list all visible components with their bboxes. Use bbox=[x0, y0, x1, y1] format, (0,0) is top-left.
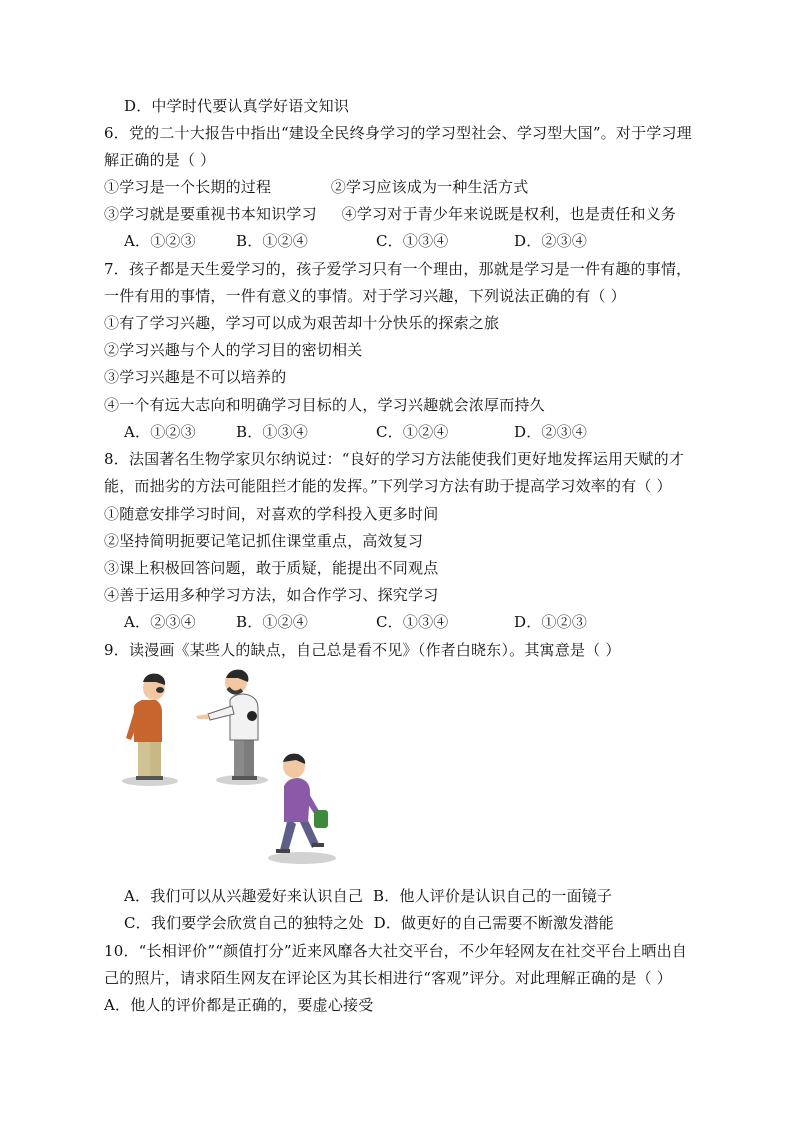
q6-options bbox=[124, 231, 587, 251]
pointing-man bbox=[196, 670, 258, 780]
q6-option-b: B．①②④ bbox=[236, 232, 309, 250]
q7-option-a: A．①②③ bbox=[124, 423, 196, 441]
q5-option-d: D．中学时代要认真学好语文知识 bbox=[124, 97, 350, 115]
q8-item-4: ④善于运用多种学习方法，如合作学习、探究学习 bbox=[104, 586, 439, 604]
q9-options-line1: A．我们可以从兴趣爱好来认识自己 B．他人评价是认识自己的一面镜子 bbox=[124, 887, 613, 905]
q6-stem-line1: 6．党的二十大报告中指出“建设全民终身学习的学习型社会、学习型大国”。对于学习理 bbox=[104, 124, 692, 142]
q8-item-3: ③课上积极回答问题，敢于质疑，能提出不同观点 bbox=[104, 559, 439, 577]
q6-items-line2: ③学习就是要重视书本知识学习 ④学习对于青少年来说既是权利，也是责任和义务 bbox=[104, 205, 677, 223]
q7-item-3: ③学习兴趣是不可以培养的 bbox=[104, 368, 287, 386]
q6-option-d: D．②③④ bbox=[514, 232, 588, 250]
q8-option-c: C．①③④ bbox=[376, 613, 449, 631]
q7-option-c: C．①②④ bbox=[376, 423, 449, 441]
q7-option-b: B．①③④ bbox=[236, 423, 309, 441]
q8-item-1: ①随意安排学习时间，对喜欢的学科投入更多时间 bbox=[104, 505, 439, 523]
q7-stem-line1: 7．孩子都是天生爱学习的，孩子爱学习只有一个理由，那就是学习是一件有趣的事情， bbox=[104, 260, 692, 278]
q10-stem-line1: 10．“长相评价”“颜值打分”近来风靡各大社交平台，不少年轻网友在社交平台上晒出自 bbox=[104, 942, 687, 960]
q7-options bbox=[124, 422, 587, 442]
q8-option-a: A．②③④ bbox=[124, 613, 196, 631]
q7-item-2: ②学习兴趣与个人的学习目的密切相关 bbox=[104, 341, 363, 359]
q6-option-a: A．①②③ bbox=[124, 232, 196, 250]
q9-stem: 9．读漫画《某些人的缺点，自己总是看不见》（作者白晓东）。其寓意是（ ） bbox=[104, 641, 621, 659]
q6-items-line1: ①学习是一个长期的过程 ②学习应该成为一种生活方式 bbox=[104, 178, 529, 196]
q8-stem-line2: 能，而拙劣的方法可能阻拦才能的发挥。”下列学习方法有助于提高学习效率的有（ ） bbox=[104, 477, 672, 495]
man-with-stained-face bbox=[126, 674, 165, 780]
q8-item-2: ②坚持简明扼要记笔记抓住课堂重点，高效复习 bbox=[104, 532, 424, 550]
q7-stem-line2: 一件有用的事情，一件有意义的事情。对于学习兴趣，下列说法正确的有（ ） bbox=[104, 287, 626, 305]
q7-item-1: ①有了学习兴趣，学习可以成为艰苦却十分快乐的探索之旅 bbox=[104, 314, 500, 332]
q10-option-a: A．他人的评价都是正确的，要虚心接受 bbox=[104, 996, 374, 1014]
q8-option-d: D．①②③ bbox=[514, 613, 588, 631]
q8-option-b: B．①②④ bbox=[236, 613, 309, 631]
q6-stem-line2: 解正确的是（ ） bbox=[104, 151, 216, 169]
q8-stem-line1: 8．法国著名生物学家贝尔纳说过：“良好的学习方法能使我们更好地发挥运用天赋的才 bbox=[104, 450, 685, 468]
q8-options bbox=[124, 612, 587, 632]
q7-item-4: ④一个有远大志向和明确学习目标的人，学习兴趣就会浓厚而持久 bbox=[104, 396, 545, 414]
q10-stem-line2: 己的照片，请求陌生网友在评论区为其长相进行“客观”评分。对此理解正确的是（ ） bbox=[104, 969, 672, 987]
q9-cartoon-illustration bbox=[112, 668, 342, 873]
q7-option-d: D．②③④ bbox=[514, 423, 588, 441]
q6-option-c: C．①③④ bbox=[376, 232, 449, 250]
walking-man-with-bag bbox=[276, 754, 328, 853]
q9-options-line2: C．我们要学会欣赏自己的独特之处 D．做更好的自己需要不断激发潜能 bbox=[124, 914, 614, 932]
